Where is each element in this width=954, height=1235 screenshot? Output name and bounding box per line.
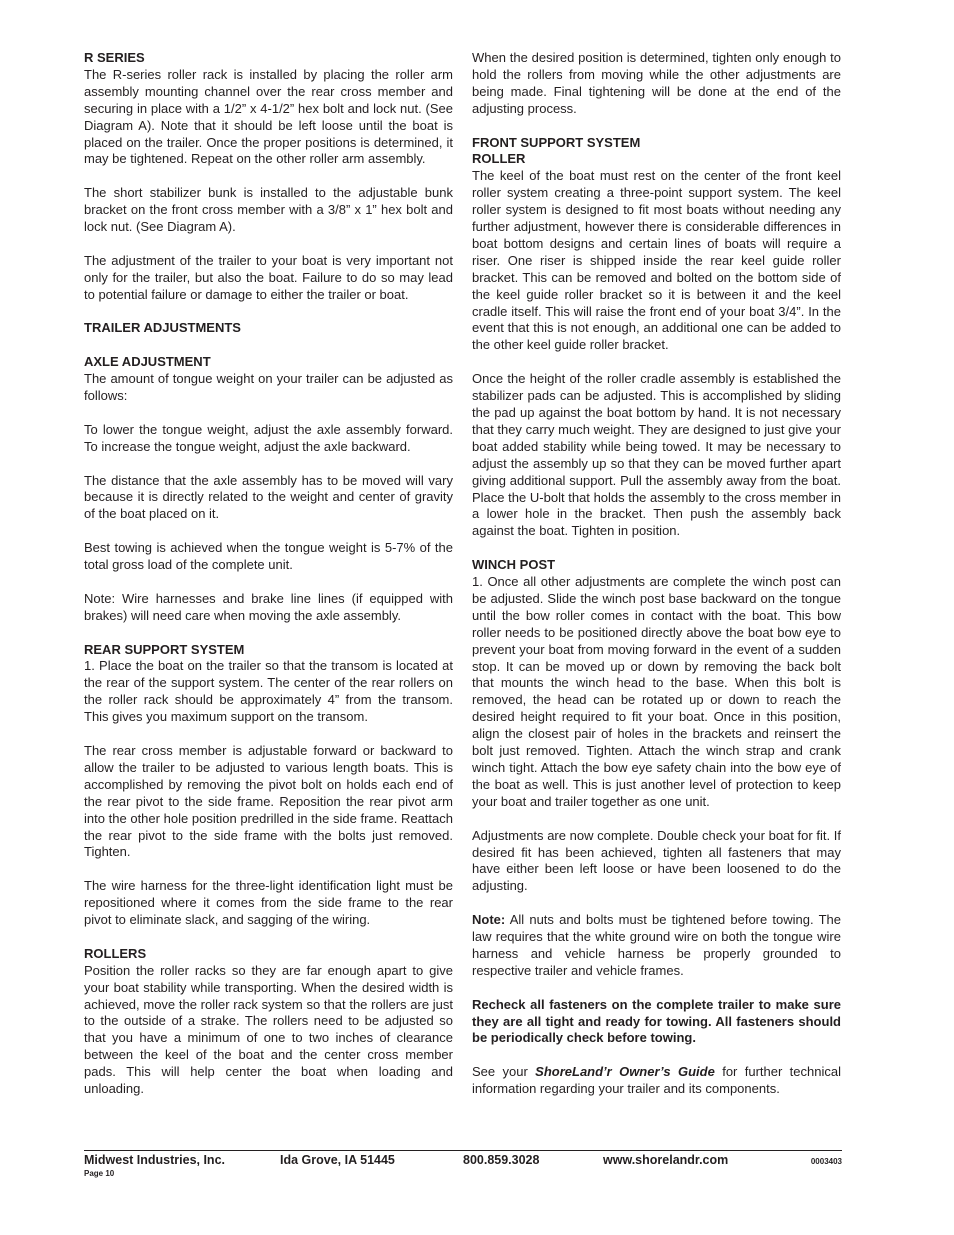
page-footer: [84, 1153, 842, 1171]
paragraph: Note: Wire harnesses and brake line lines (if equipped with brakes) will need care when moving the axle assembly.: [84, 590, 453, 623]
left-column: [84, 50, 453, 1098]
paragraph: Once the height of the roller cradle assembly is established the stabilizer pads can be adjusted. This is accomplished by sliding the pad up against the boat bottom by hand. It is not necessary that they carry much weight. They are designed to just give your boat added stability while being towed. It may be necessary to adjust the assembly up so that they can be moved further apart giving additional support. Pull the assembly away from the boat. Place the U-bolt that holds the assembly to the cross member in a lower hole in the bracket. Then push the assembly back against the boat. Tighten in position.: [472, 371, 841, 539]
paragraph: To lower the tongue weight, adjust the axle assembly forward. To increase the tongue weight, adjust the axle backward.: [84, 421, 453, 454]
recheck-warning: Recheck all fasteners on the complete trailer to make sure they are all tight and ready for towing. All fasteners should be periodically check before towing.: [472, 996, 841, 1046]
paragraph: The amount of tongue weight on your trailer can be adjusted as follows:: [84, 371, 453, 404]
note-paragraph: [472, 912, 841, 980]
section-heading-rollers: ROLLERS: [84, 945, 147, 961]
footer-divider: [84, 1150, 842, 1151]
paragraph: The rear cross member is adjustable forward or backward to allow the trailer to be adjusted to various length boats. This is accomplished by removing the pivot bolt on holds each end of the rear pivot to the side frame. Reposition the rear pivot arm into the other hole position predrilled in the side frame. Reattach the rear pivot to the side frame with the bolts just removed. Tighten.: [84, 743, 453, 860]
footer-company: Midwest Industries, Inc.: [84, 1153, 225, 1167]
section-subheading-roller: ROLLER: [472, 151, 526, 167]
paragraph: The keel of the boat must rest on the center of the front keel roller system creating a three-point support system. The keel roller system is designed to fit most boats without needing any further adjustment, however there is considerable differences in boat bottom designs and certain lines of boats will require a riser. One riser is shipped inside the rear keel guide roller bracket. This can be removed and bolted on the bottom side of the keel guide roller bracket so it is between it and the keel cradle itself. This will raise the front end of your boat 3/4”. In the event that this is not enough, an additional one can be added to the other keel guide roller bracket.: [472, 168, 841, 353]
owners-guide-reference: See your ShoreLand’r Owner’s Guide for further technical information regarding your trailer and its components.: [472, 1064, 841, 1097]
owners-guide-title: ShoreLand’r Owner’s Guide: [535, 1064, 715, 1080]
paragraph: Best towing is achieved when the tongue weight is 5-7% of the total gross load of the complete unit.: [84, 540, 453, 573]
section-heading-r-series: R SERIES: [84, 50, 145, 65]
footer-document-code: 0003403: [810, 1157, 842, 1166]
footer-city: Ida Grove, IA 51445: [280, 1153, 395, 1167]
section-heading-rear-support: REAR SUPPORT SYSTEM: [84, 641, 245, 657]
section-heading-trailer-adjustments: TRAILER ADJUSTMENTS: [84, 320, 241, 336]
paragraph: Adjustments are now complete. Double check your boat for fit. If desired fit has been achieved, tighten all fasteners that may have either been left loose or have been loosened to do the adjusting.: [472, 827, 841, 894]
paragraph: The adjustment of the trailer to your boat is very important not only for the trailer, but also the boat. Failure to do so may lead to potential failure or damage to either the trailer or boat.: [84, 252, 453, 302]
right-column: [472, 50, 841, 1098]
paragraph: The short stabilizer bunk is installed to the adjustable bunk bracket on the front cross member with a 3/8” x 1” hex bolt and lock nut. (See Diagram A).: [84, 185, 453, 235]
paragraph: When the desired position is determined, tighten only enough to hold the rollers from moving while the other adjustments are being made. Final tightening will be done at the end of the adjusting process.: [472, 50, 841, 116]
footer-website: www.shorelandr.com: [603, 1153, 729, 1167]
paragraph: 1. Place the boat on the trailer so that the transom is located at the rear of the support system. The center of the rear rollers on the roller rack should be approximately 4” from the transom. This gives you maximum support on the transom.: [84, 658, 453, 725]
note-text: All nuts and bolts must be tightened before towing. The law requires that the white ground wire on both the tongue wire harness and vehicle harness be properly grounded to respective trailer and vehicle frames.: [472, 912, 841, 978]
footer-phone: 800.859.3028: [463, 1153, 540, 1167]
section-heading-winch-post: WINCH POST: [472, 557, 556, 573]
section-heading-front-support: FRONT SUPPORT SYSTEM: [472, 134, 641, 150]
paragraph: The R-series roller rack is installed by placing the roller arm assembly mounting channel over the rear cross member and securing in place with a 1/2” x 4-1/2” hex bolt and lock nut. (See Diagram A). Note that it should be left loose until the boat is placed on the trailer. Once the proper positions is determined, it may be tightened. Repeat on the other roller arm assembly.: [84, 66, 453, 167]
paragraph: The distance that the axle assembly has to be moved will vary because it is directly related to the weight and center of gravity of the boat placed on it.: [84, 472, 453, 522]
paragraph: The wire harness for the three-light identification light must be repositioned where it comes from the side frame to the rear pivot to eliminate slack, and sagging of the wiring.: [84, 878, 453, 928]
note-label: Note:: [472, 912, 506, 928]
paragraph: 1. Once all other adjustments are complete the winch post can be adjusted. Slide the winch post base backward on the tongue until the bow roller comes in contact with the boat. This bow roller needs to be positioned directly above the boat bow eye to prevent your boat from moving forward in the event of a sudden stop. It can be moved up or down by removing the back bolt that mounts the winch head to the base. When this bolt is removed, the head can be rotated up or down to reach the desired height required to fit your boat. Once in this position, align the closest pair of holes in the brackets and reinsert the bolt just removed. Tighten. Attach the winch strap and crank winch tight. Attach the bow eye safety chain into the bow eye of the boat as well. This is just another level of protection to keep your boat and trailer together as one unit.: [472, 574, 841, 809]
section-heading-axle-adjustment: AXLE ADJUSTMENT: [84, 354, 211, 370]
page-number: Page 10: [84, 1169, 115, 1178]
paragraph: Position the roller racks so they are far enough apart to give your boat stability while transporting. When the desired width is achieved, move the roller rack system so that the rollers are just to the outside of a strake. The rollers need to be adjusted so that you have a minimum of one to two inches of clearance between the keel of the boat and the center cross member pads. This will help center the boat when loading and unloading.: [84, 962, 453, 1097]
